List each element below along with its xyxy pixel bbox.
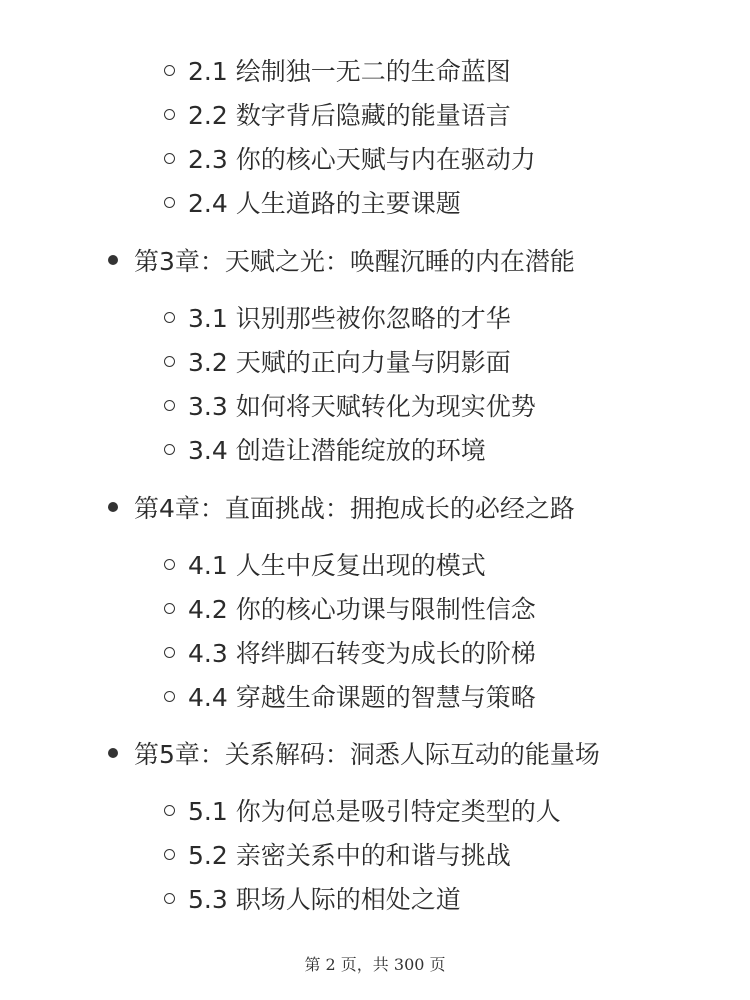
toc-item-label: 3.4 创造让潜能绽放的环境 xyxy=(188,436,486,465)
toc-item-3-3[interactable] xyxy=(164,387,536,423)
toc-chapter-4[interactable] xyxy=(108,488,575,526)
toc-chapter-label: 第5章：关系解码：洞悉人际互动的能量场 xyxy=(134,740,600,769)
toc-item-label: 4.2 你的核心功课与限制性信念 xyxy=(188,595,536,624)
toc-item-3-2[interactable] xyxy=(164,343,511,379)
hollow-bullet-icon xyxy=(164,109,175,120)
hollow-bullet-icon xyxy=(164,559,175,570)
toc-item-label: 5.2 亲密关系中的和谐与挑战 xyxy=(188,841,511,870)
toc-item-label: 3.2 天赋的正向力量与阴影面 xyxy=(188,348,511,377)
hollow-bullet-icon xyxy=(164,805,175,816)
toc-item-5-1[interactable] xyxy=(164,792,561,828)
toc-item-label: 4.3 将绊脚石转变为成长的阶梯 xyxy=(188,639,536,668)
toc-item-2-4[interactable] xyxy=(164,184,461,220)
toc-item-label: 2.2 数字背后隐藏的能量语言 xyxy=(188,101,511,130)
hollow-bullet-icon xyxy=(164,312,175,323)
toc-item-label: 2.3 你的核心天赋与内在驱动力 xyxy=(188,145,536,174)
hollow-bullet-icon xyxy=(164,691,175,702)
toc-item-label: 3.1 识别那些被你忽略的才华 xyxy=(188,304,511,333)
hollow-bullet-icon xyxy=(164,356,175,367)
toc-item-label: 3.3 如何将天赋转化为现实优势 xyxy=(188,392,536,421)
toc-chapter-label: 第3章：天赋之光：唤醒沉睡的内在潜能 xyxy=(134,247,575,276)
hollow-bullet-icon xyxy=(164,65,175,76)
toc-item-5-2[interactable] xyxy=(164,836,511,872)
hollow-bullet-icon xyxy=(164,647,175,658)
hollow-bullet-icon xyxy=(164,444,175,455)
toc-item-4-2[interactable] xyxy=(164,590,536,626)
toc-item-2-1[interactable] xyxy=(164,52,511,88)
toc-item-label: 2.4 人生道路的主要课题 xyxy=(188,189,461,218)
filled-bullet-icon xyxy=(108,748,118,758)
toc-item-2-3[interactable] xyxy=(164,140,536,176)
toc-chapter-5[interactable] xyxy=(108,734,600,772)
filled-bullet-icon xyxy=(108,255,118,265)
page-number-footer: 第 2 页，共 300 页 xyxy=(304,955,446,974)
toc-chapter-3[interactable] xyxy=(108,241,575,279)
toc-item-label: 4.4 穿越生命课题的智慧与策略 xyxy=(188,683,536,712)
hollow-bullet-icon xyxy=(164,849,175,860)
hollow-bullet-icon xyxy=(164,197,175,208)
hollow-bullet-icon xyxy=(164,400,175,411)
toc-item-4-3[interactable] xyxy=(164,634,536,670)
toc-item-label: 4.1 人生中反复出现的模式 xyxy=(188,551,486,580)
toc-item-3-1[interactable] xyxy=(164,299,511,335)
hollow-bullet-icon xyxy=(164,153,175,164)
hollow-bullet-icon xyxy=(164,893,175,904)
filled-bullet-icon xyxy=(108,502,118,512)
toc-item-label: 5.3 职场人际的相处之道 xyxy=(188,885,461,914)
toc-item-2-2[interactable] xyxy=(164,96,511,132)
toc-item-3-4[interactable] xyxy=(164,431,486,467)
toc-item-label: 5.1 你为何总是吸引特定类型的人 xyxy=(188,797,561,826)
toc-item-4-4[interactable] xyxy=(164,678,536,714)
hollow-bullet-icon xyxy=(164,603,175,614)
toc-item-5-3[interactable] xyxy=(164,880,461,916)
toc-chapter-label: 第4章：直面挑战：拥抱成长的必经之路 xyxy=(134,494,575,523)
toc-item-4-1[interactable] xyxy=(164,546,486,582)
toc-item-label: 2.1 绘制独一无二的生命蓝图 xyxy=(188,57,511,86)
